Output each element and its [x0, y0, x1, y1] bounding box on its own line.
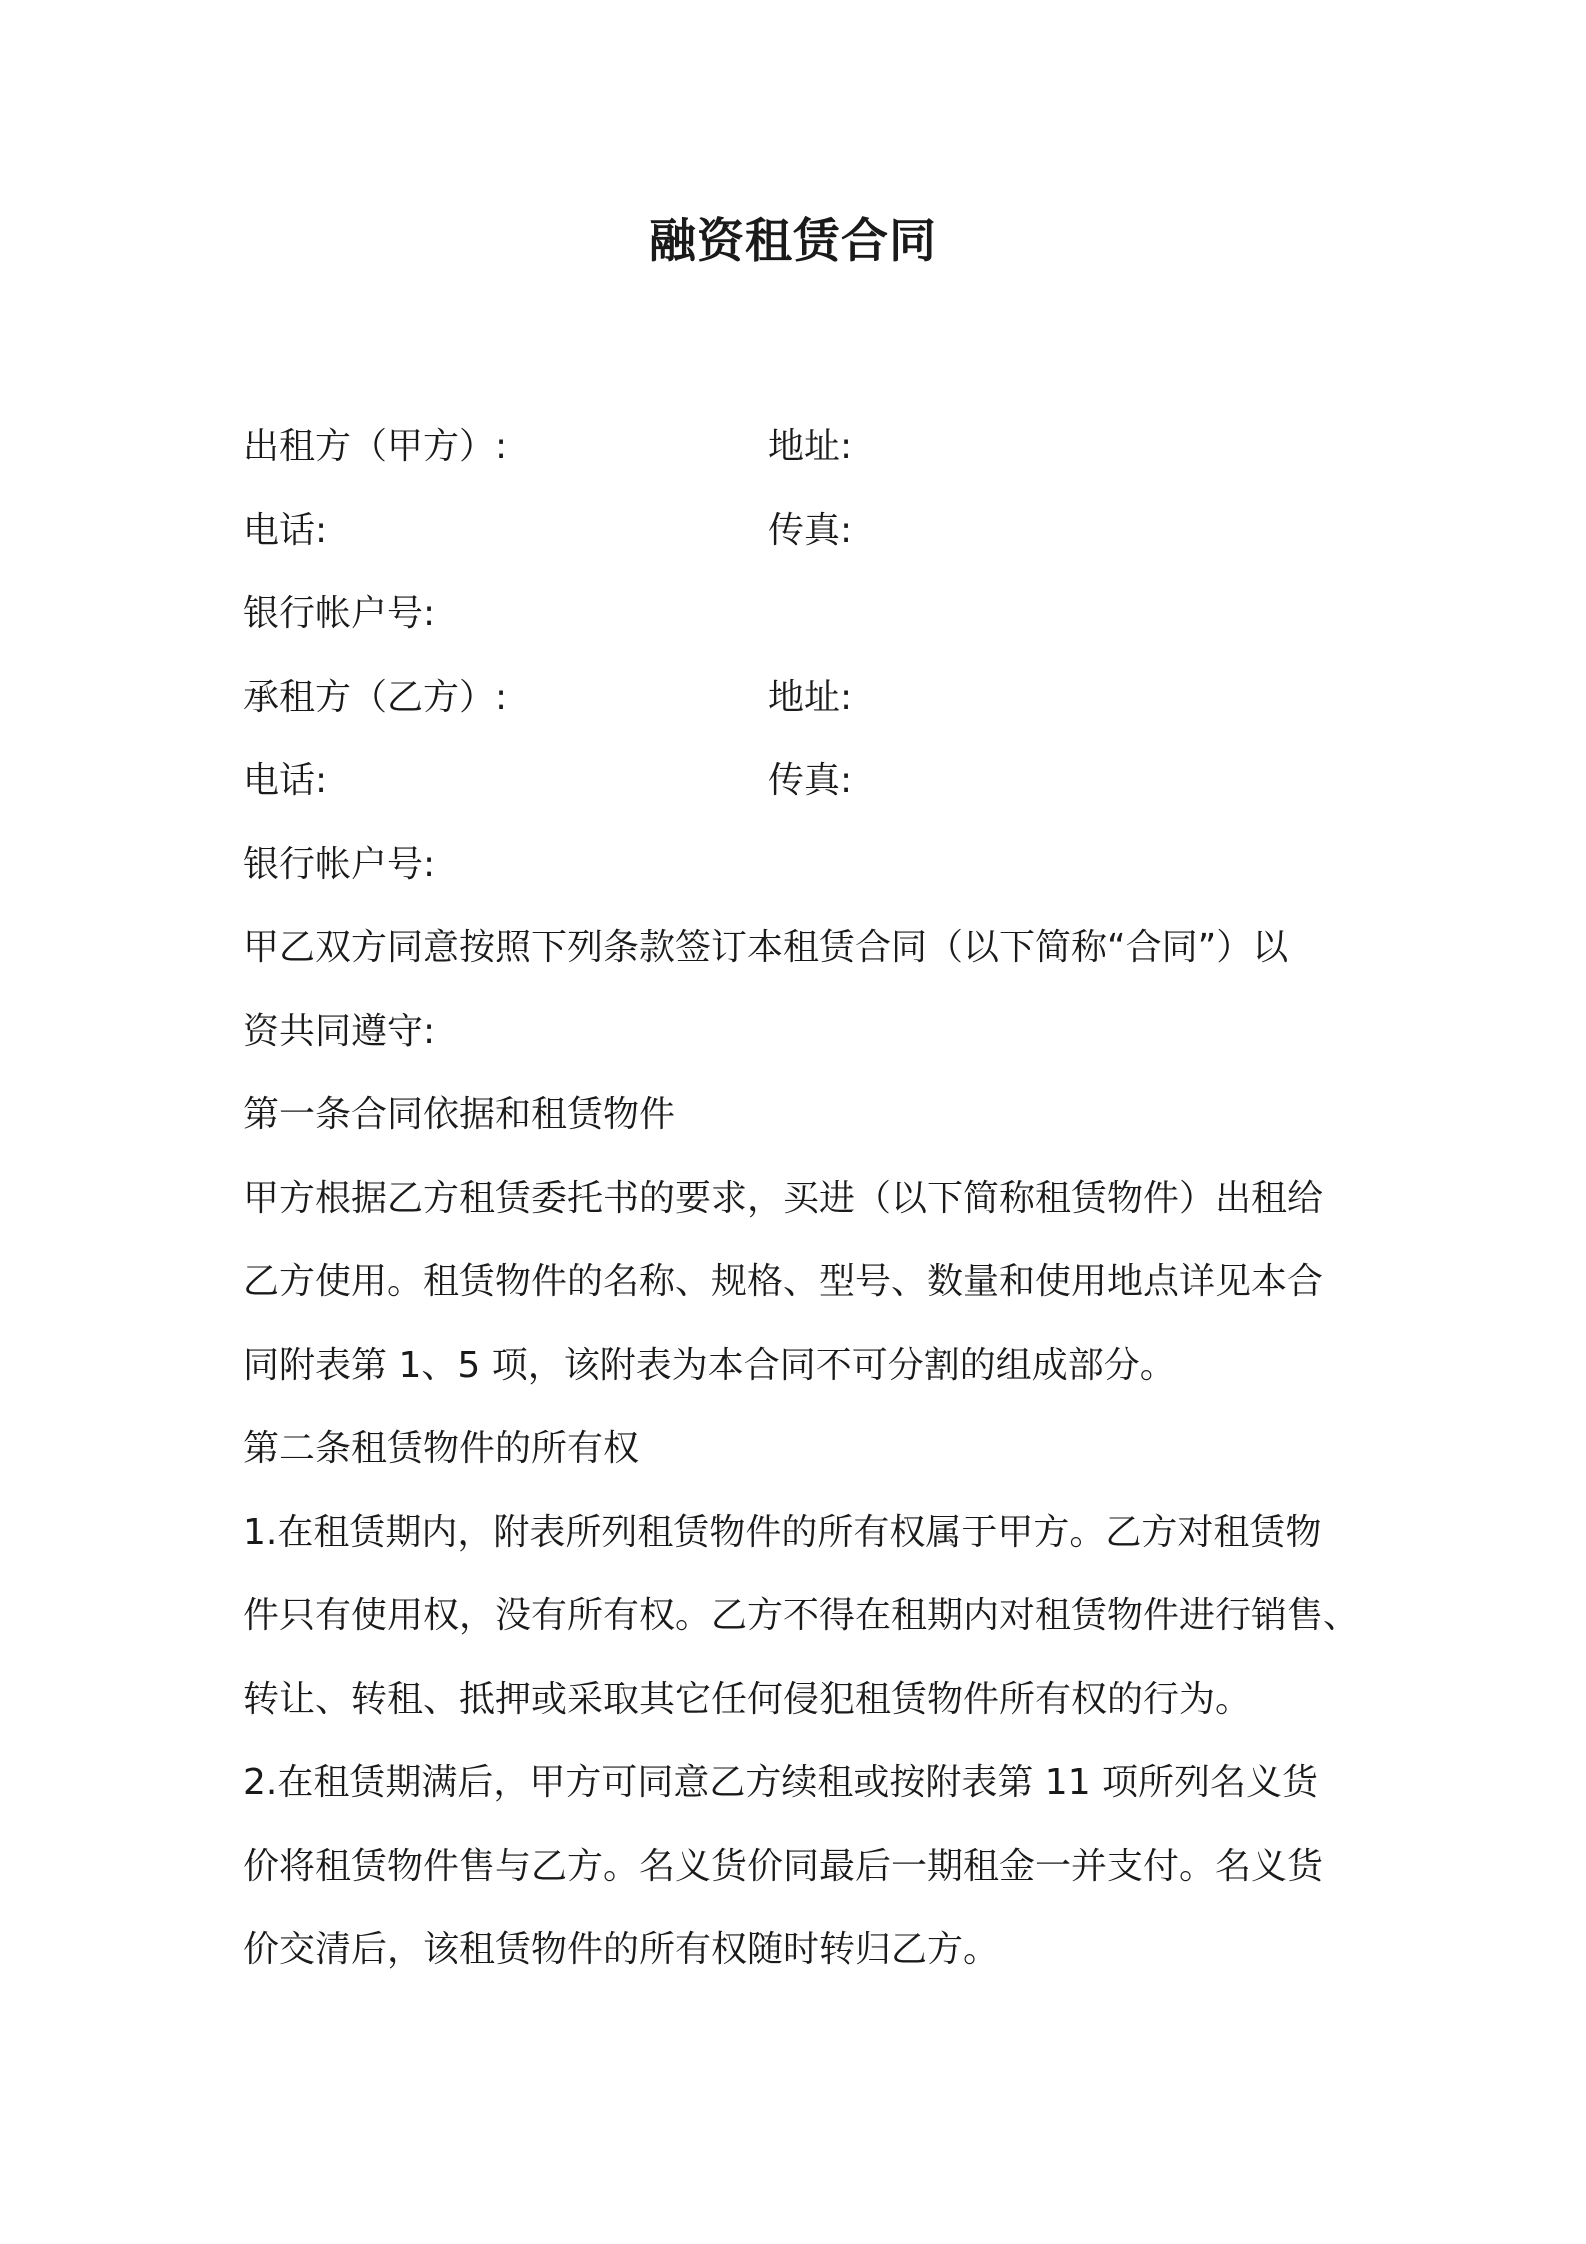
party-a-contact-row: [243, 489, 1363, 573]
article-1-heading: 第一条合同依据和租赁物件: [243, 1094, 676, 1135]
article-1-text-line: 同附表第 1、5 项，该附表为本合同不可分割的组成部分。: [243, 1344, 1176, 1386]
party-a-row: [243, 405, 1363, 489]
article-1-text-line: 甲方根据乙方租赁委托书的要求，买进（以下简称租赁物件）出租给: [243, 1177, 1324, 1219]
article-2-heading: 第二条租赁物件的所有权: [243, 1428, 640, 1469]
intro-text-line: 资共同遵守:: [243, 1010, 436, 1052]
party-a-bank-label: 银行帐户号:: [243, 593, 436, 634]
article-2-clause-1-line: 件只有使用权，没有所有权。乙方不得在租期内对租赁物件进行销售、: [243, 1595, 1360, 1636]
document-title: 融资租赁合同: [649, 214, 937, 269]
article-2-clause-1-line: 转让、转租、抵押或采取其它任何侵犯租赁物件所有权的行为。: [243, 1678, 1252, 1720]
article-2-clause-2-line: 价交清后，该租赁物件的所有权随时转归乙方。: [243, 1929, 1000, 1970]
party-b-contact-row: [243, 739, 1363, 823]
party-b-row: [243, 656, 1363, 740]
party-a-fax-label: 传真:: [768, 509, 853, 551]
party-a-name-label: 出租方（甲方）:: [243, 426, 508, 467]
article-1-text-line: 乙方使用。租赁物件的名称、规格、型号、数量和使用地点详见本合: [243, 1261, 1324, 1302]
party-b-bank-label: 银行帐户号:: [243, 843, 436, 885]
party-b-fax-label: 传真:: [768, 760, 853, 801]
intro-text-line: 甲乙双方同意按照下列条款签订本租赁合同（以下简称“合同”）以: [243, 927, 1289, 968]
party-b-name-label: 承租方（乙方）:: [243, 676, 508, 718]
article-2-clause-2-line: 价将租赁物件售与乙方。名义货价同最后一期租金一并支付。名义货: [243, 1845, 1324, 1887]
party-a-address-label: 地址:: [768, 426, 853, 467]
party-b-phone-label: 电话:: [243, 760, 328, 801]
party-a-phone-label: 电话:: [243, 509, 328, 551]
article-2-clause-2-line: 2.在租赁期满后，甲方可同意乙方续租或按附表第 11 项所列名义货: [243, 1762, 1319, 1803]
article-2-clause-1-line: 1.在租赁期内，附表所列租赁物件的所有权属于甲方。乙方对租赁物: [243, 1511, 1322, 1553]
contract-body: [243, 405, 1363, 1992]
party-b-address-label: 地址:: [768, 676, 853, 718]
